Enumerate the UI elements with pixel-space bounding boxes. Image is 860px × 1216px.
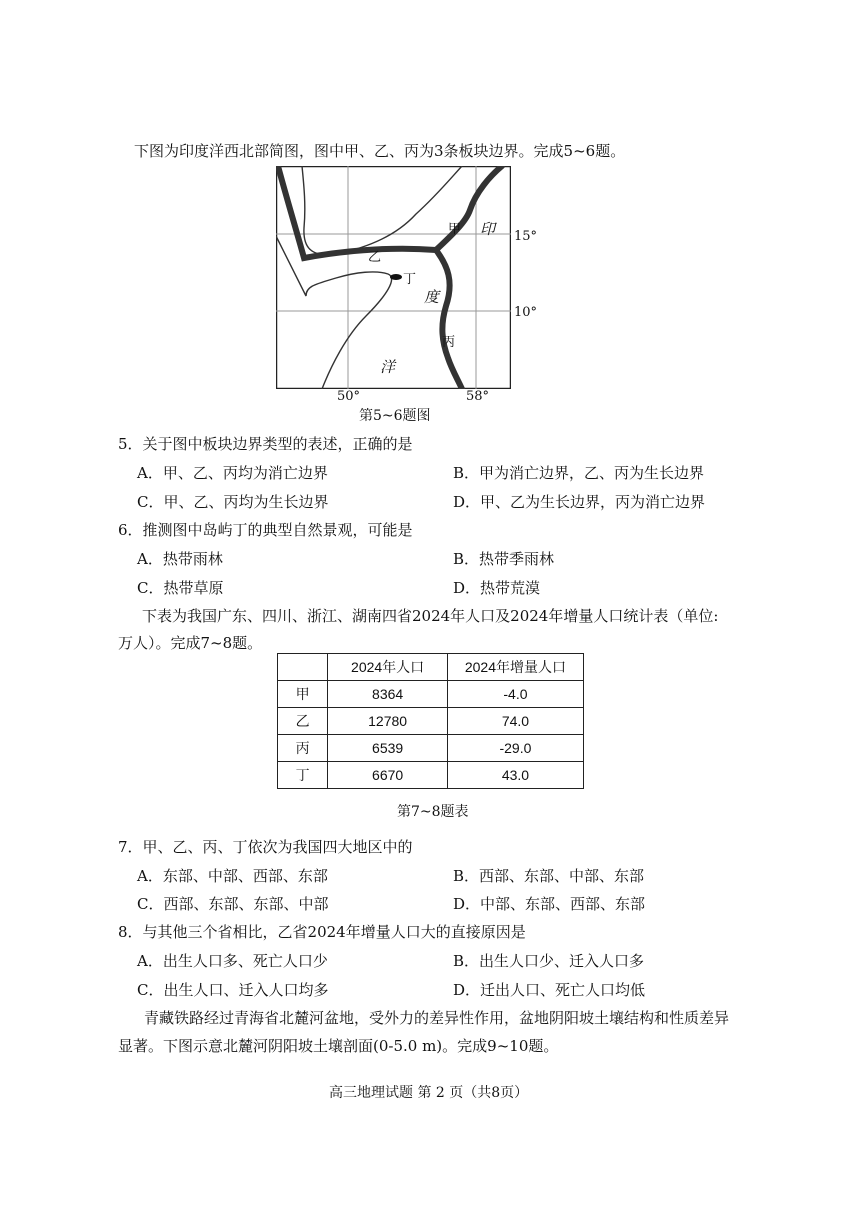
indian-ocean-map: [276, 166, 511, 389]
boundary-bing: [436, 250, 462, 389]
question-6-option-b: B．热带季雨林: [453, 550, 555, 568]
boundary-yi: [278, 166, 436, 258]
question-8-option-c: C．出生人口、迁入人口均多: [137, 981, 329, 999]
intro-7-8-line1: 下表为我国广东、四川、浙江、湖南四省2024年人口及2024年增量人口统计表（单位:: [142, 607, 719, 625]
label-bing: 丙: [442, 335, 456, 350]
intro-5-6: 下图为印度洋西北部简图，图中甲、乙、丙为3条板块边界。完成5~6题。: [134, 142, 626, 160]
label-du: 度: [424, 288, 440, 306]
question-6-option-a: A．热带雨林: [137, 550, 223, 568]
question-5-option-c: C．甲、乙、丙均为生长边界: [137, 493, 329, 511]
table-header: 2024年人口: [328, 654, 448, 681]
table-cell: 丁: [278, 762, 328, 789]
lat-label-15: 15°: [514, 229, 538, 244]
table-header: [278, 654, 328, 681]
lat-label-10: 10°: [514, 305, 538, 320]
question-8-option-b: B．出生人口少、迁入人口多: [453, 952, 645, 970]
question-7-stem: 7．甲、乙、丙、丁依次为我国四大地区中的: [118, 838, 413, 856]
intro-9-10-line1: 青藏铁路经过青海省北麓河盆地，受外力的差异性作用，盆地阴阳坡土壤结构和性质差异: [144, 1009, 730, 1027]
question-5-option-d: D．甲、乙为生长边界，丙为消亡边界: [453, 493, 706, 511]
question-8-option-d: D．迁出人口、死亡人口均低: [453, 981, 646, 999]
lon-label-58: 58°: [466, 389, 490, 404]
table-row: [278, 735, 584, 762]
page-footer: 高三地理试题 第 2 页（共8页）: [329, 1085, 529, 1101]
intro-7-8-line2: 万人）。完成7~8题。: [118, 634, 263, 652]
intro-9-10-line2: 显著。下图示意北麓河阴阳坡土壤剖面(0-5.0 m)。完成9~10题。: [118, 1037, 559, 1055]
table-cell: -4.0: [447, 681, 583, 708]
label-ding: 丁: [403, 272, 417, 287]
question-8-stem: 8．与其他三个省相比，乙省2024年增量人口大的直接原因是: [118, 923, 526, 941]
question-5-option-a: A．甲、乙、丙均为消亡边界: [137, 464, 328, 482]
table-cell: 6670: [328, 762, 448, 789]
table-cell: 8364: [328, 681, 448, 708]
table-header: 2024年增量人口: [447, 654, 583, 681]
table-row: [278, 762, 584, 789]
label-yin: 印: [480, 220, 496, 238]
question-6-option-d: D．热带荒漠: [453, 579, 541, 597]
table-cell: 丙: [278, 735, 328, 762]
question-5-stem: 5．关于图中板块边界类型的表述，正确的是: [118, 435, 413, 453]
table-caption: 第7~8题表: [397, 804, 469, 820]
table-cell: 甲: [278, 681, 328, 708]
table-cell: -29.0: [447, 735, 583, 762]
table-cell: 6539: [328, 735, 448, 762]
table-cell: 74.0: [447, 708, 583, 735]
lon-label-50: 50°: [337, 389, 361, 404]
question-8-option-a: A．出生人口多、死亡人口少: [137, 952, 328, 970]
question-6-stem: 6．推测图中岛屿丁的典型自然景观，可能是: [118, 521, 413, 539]
question-7-option-c: C．西部、东部、东部、中部: [137, 895, 329, 913]
label-yang: 洋: [380, 358, 396, 376]
label-yi: 乙: [368, 250, 382, 265]
question-5-option-b: B．甲为消亡边界，乙、丙为生长边界: [453, 464, 705, 482]
population-table: [277, 653, 584, 789]
table-row: [278, 708, 584, 735]
question-7-option-b: B．西部、东部、中部、东部: [453, 867, 645, 885]
island-ding: [390, 274, 402, 280]
table-cell: 12780: [328, 708, 448, 735]
map-caption: 第5~6题图: [359, 408, 431, 424]
table-header-row: [278, 654, 584, 681]
table-cell: 乙: [278, 708, 328, 735]
table-row: [278, 681, 584, 708]
question-7-option-d: D．中部、东部、西部、东部: [453, 895, 646, 913]
table-cell: 43.0: [447, 762, 583, 789]
label-jia: 甲: [448, 222, 462, 237]
coast-arabia: [302, 166, 462, 255]
question-6-option-c: C．热带草原: [137, 579, 224, 597]
question-7-option-a: A．东部、中部、西部、东部: [137, 867, 328, 885]
